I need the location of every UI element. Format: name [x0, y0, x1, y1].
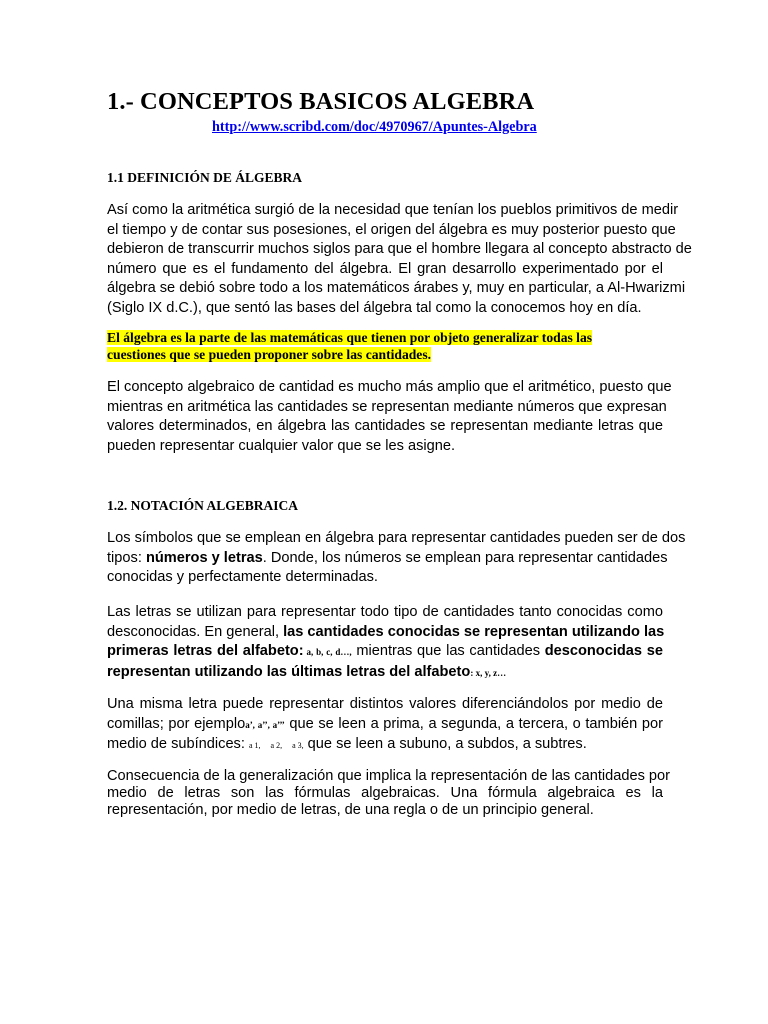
text-line: valores determinados, en álgebra las cantidades se representan mediante letras que — [107, 418, 663, 434]
text-line — [107, 715, 663, 736]
text-line: Los símbolos que se emplean en álgebra para representar cantidades pueden ser de dos — [107, 530, 686, 546]
page-title: 1.- CONCEPTOS BASICOS ALGEBRA — [107, 88, 535, 115]
subindex-examples: a 1, a 2, a 3, — [248, 741, 304, 750]
highlight-line: El álgebra es la parte de las matemáticas que tienen por objeto generalizar todas las — [107, 330, 593, 345]
text-line: conocidas y perfectamente determinadas. — [107, 569, 378, 585]
text-line: número que es el fundamento del álgebra. El gran desarrollo experimentado por el — [107, 260, 663, 277]
paragraph-comillas — [107, 695, 663, 756]
text-line: debieron de transcurrir muchos siglos para que el hombre llegara al concepto abstracto de — [107, 241, 692, 257]
bold-fragment: las cantidades conocidas se representan utilizando las — [283, 623, 665, 640]
bold-fragment: representan utilizando las últimas letras del alfabeto — [107, 663, 471, 680]
text-line: Consecuencia de la generalización que implica la representación de las cantidades por — [107, 768, 671, 784]
source-link[interactable]: http://www.scribd.com/doc/4970967/Apuntes-Algebra — [212, 119, 537, 135]
text-fragment: que se leen a prima, a segunda, a tercera, o también por — [284, 715, 663, 732]
text-line — [107, 642, 663, 663]
text-line: álgebra se debió sobre todo a los matemáticos árabes y, muy en particular, a Al-Hwarizmi — [107, 280, 686, 296]
text-line: (Siglo IX d.C.), que sentó las bases del álgebra tal como la conocemos hoy en día. — [107, 299, 642, 316]
text-line — [107, 549, 668, 569]
section-heading-definicion: 1.1 DEFINICIÓN DE ÁLGEBRA — [107, 170, 303, 185]
text-fragment: medio de subíndices: — [107, 736, 249, 752]
paragraph-concepto — [107, 378, 672, 456]
text-line — [107, 735, 663, 756]
section-heading-notacion: 1.2. NOTACIÓN ALGEBRAICA — [107, 498, 299, 513]
text-fragment: desconocidas. En general, — [107, 623, 284, 640]
text-line: el tiempo y de contar sus posesiones, el origen del álgebra es muy posterior puesto que — [107, 221, 676, 238]
text-line: Así como la aritmética surgió de la necesidad que tenían los pueblos primitivos de medir — [107, 202, 679, 218]
text-line: Una misma letra puede representar distintos valores diferenciándolos por medio de — [107, 696, 663, 712]
text-line: representación, por medio de letras, de una regla o de un principio general. — [107, 802, 594, 818]
prime-examples: a’, a’’, a’’’ — [245, 719, 285, 730]
text-line — [107, 663, 663, 684]
text-line: El concepto algebraico de cantidad es mucho más amplio que el aritmético, puesto que — [107, 379, 672, 395]
paragraph-historia — [107, 201, 692, 318]
paragraph-simbolos — [107, 529, 686, 588]
text-fragment: comillas; por ejemplo — [107, 715, 246, 732]
paragraph-letras — [107, 603, 663, 683]
text-fragment: mientras que las cantidades — [351, 643, 545, 659]
bold-fragment: primeras letras del alfabeto: — [107, 643, 304, 659]
text-line — [107, 623, 663, 643]
small-letters: : x, y, z… — [470, 667, 507, 678]
highlighted-definition — [107, 330, 663, 363]
paragraph-consecuencia — [107, 768, 671, 819]
highlight-line: cuestiones que se pueden proponer sobre las cantidades. — [107, 346, 432, 362]
bold-fragment: números y letras — [145, 549, 263, 566]
bold-fragment: desconocidas se — [544, 643, 663, 659]
text-fragment: que se leen a subuno, a subdos, a subtres. — [303, 736, 587, 752]
text-line: pueden representar cualquier valor que se les asigne. — [107, 437, 456, 454]
text-line: medio de letras son las fórmulas algebraicas. Una fórmula algebraica es la — [107, 785, 663, 801]
text-fragment: . Donde, los números se emplean para representar cantidades — [262, 549, 668, 566]
text-line: Las letras se utilizan para representar todo tipo de cantidades tanto conocidas como — [107, 604, 663, 620]
text-fragment: tipos: — [107, 549, 146, 566]
text-line: mientras en aritmética las cantidades se representan mediante números que expresan — [107, 398, 667, 415]
small-letters: a, b, c, d…, — [303, 647, 352, 657]
